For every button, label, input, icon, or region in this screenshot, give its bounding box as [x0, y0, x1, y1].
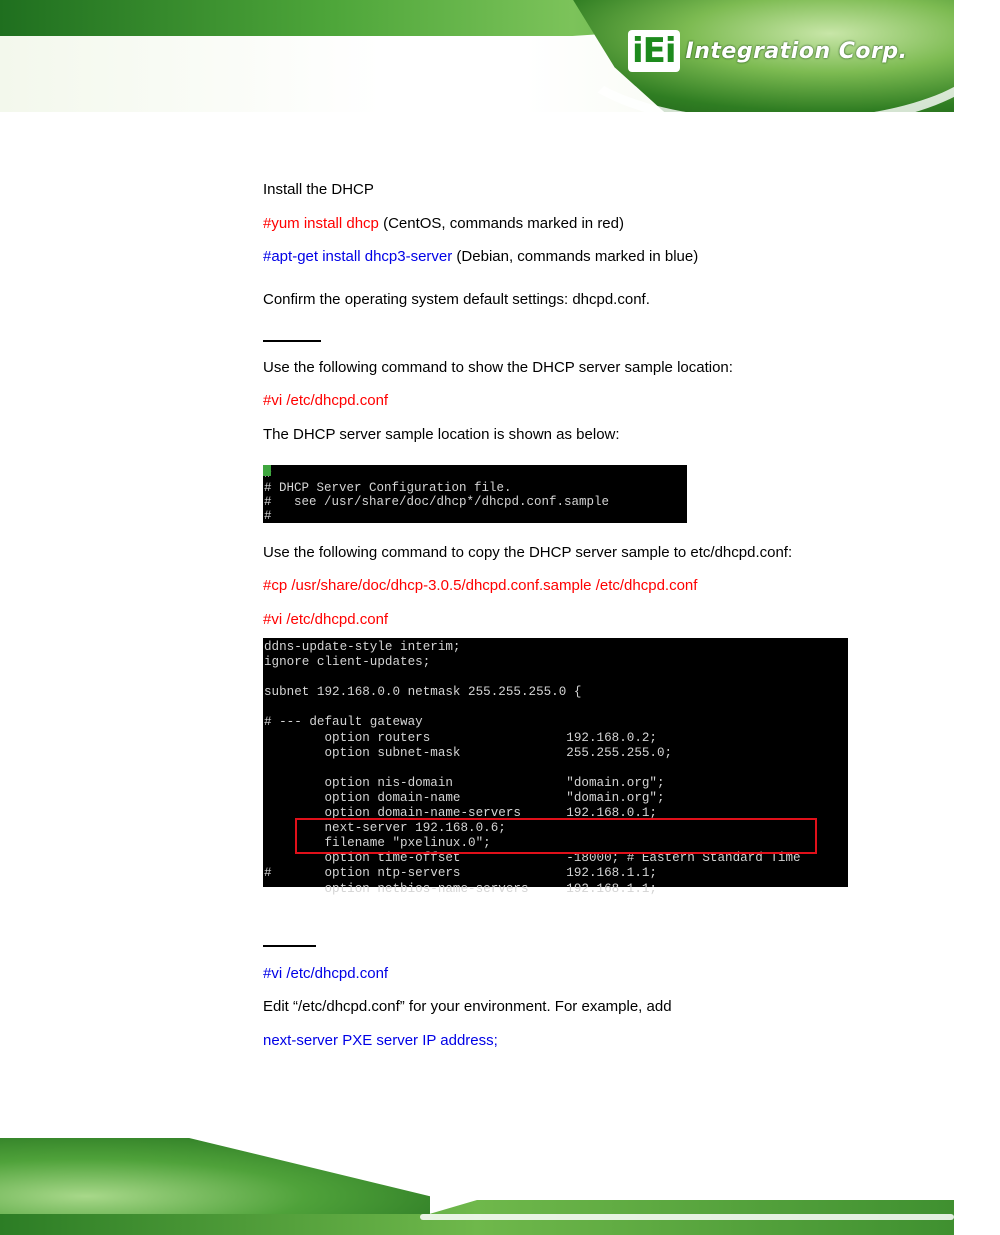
terminal-cursor	[263, 465, 271, 476]
terminal-screenshot-dhcpd-conf	[263, 638, 848, 896]
terminal-screenshot-sample-location	[263, 465, 687, 523]
footer-white-line	[420, 1214, 954, 1220]
apt-note: (Debian, commands marked in blue)	[452, 248, 699, 265]
logo-text: Integration Corp.	[685, 38, 908, 64]
edit-text: Edit “/etc/dhcpd.conf” for your environment. For example, add	[263, 998, 672, 1015]
company-logo	[628, 26, 928, 76]
vi-command-2: #vi /etc/dhcpd.conf	[263, 611, 389, 628]
yum-note: (CentOS, commands marked in red)	[378, 215, 624, 232]
copy-sample-text: Use the following command to copy the DHCP server sample to etc/dhcpd.conf:	[263, 544, 793, 561]
section-divider-1	[263, 340, 321, 342]
show-sample-text: Use the following command to show the DHCP server sample location:	[263, 359, 733, 376]
sample-location-text: The DHCP server sample location is shown as below:	[263, 426, 620, 443]
confirm-text: Confirm the operating system default settings: dhcpd.conf.	[263, 291, 650, 308]
install-heading: Install the DHCP	[263, 181, 374, 198]
apt-instruction	[263, 248, 698, 266]
terminal-2-text: ddns-update-style interim; ignore client-updates; subnet 192.168.0.0 netmask 255.255.255.0 { # --- default gateway option routers 192.168.0.2; option subnet-mask 255.255.255.0; option nis-domain "domain.org"; option domain-name "domain.org"; option domain-name-servers 192.168.0.1; next-server 192.168.0.6; filename "pxelinux.0"; option time-offset -18000; # Eastern Standard Time # option ntp-servers 192.168.1.1; option netbios-name-servers 192.168.1.1;	[264, 640, 801, 896]
yum-command: #yum install dhcp	[263, 215, 379, 232]
cp-command: #cp /usr/share/doc/dhcp-3.0.5/dhcpd.conf.sample /etc/dhcpd.conf	[263, 577, 698, 594]
next-server-text: next-server PXE server IP address;	[263, 1032, 498, 1049]
section-divider-2	[263, 945, 316, 947]
terminal-1-text: # DHCP Server Configuration file. # see /usr/share/doc/dhcp*/dhcpd.conf.sample #	[264, 481, 610, 523]
logo-mark: iEi	[628, 30, 680, 72]
vi-command-3: #vi /etc/dhcpd.conf	[263, 965, 389, 982]
vi-command-1: #vi /etc/dhcpd.conf	[263, 392, 389, 409]
yum-instruction	[263, 215, 624, 233]
apt-command: #apt-get install dhcp3-server	[263, 248, 453, 265]
highlight-next-server-box	[295, 818, 817, 854]
